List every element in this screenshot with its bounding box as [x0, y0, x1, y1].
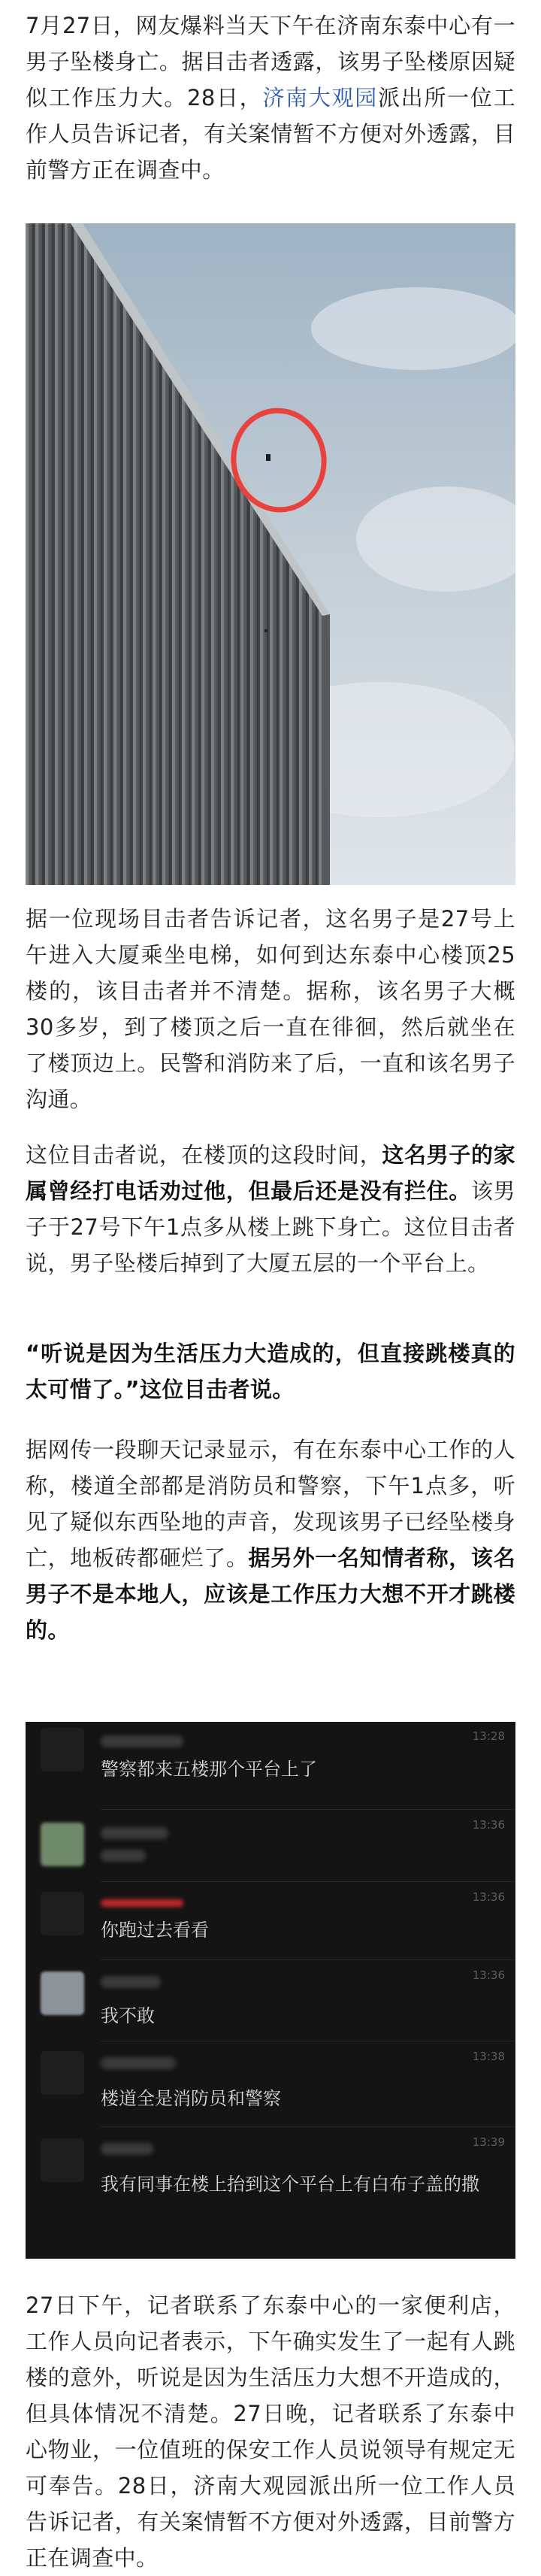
message-divider — [101, 1809, 515, 1810]
avatar — [41, 1728, 84, 1771]
message-text: 楼道全是消防员和警察 — [101, 2088, 281, 2109]
sender-name-redacted — [101, 1735, 183, 1747]
message-divider — [101, 1959, 515, 1960]
chat-record-text: 据网传一段聊天记录显示，有在东泰中心工作的人称，楼道全部都是消防员和警察，下午1点多，听见了疑似东西坠地的声音，发现该男子已经坠楼身亡，地板砖都砸烂了。 — [26, 1437, 515, 1571]
building-illustration — [26, 223, 515, 885]
message-text: 我有同事在楼上抬到这个平台上有白布子盖的撒 — [101, 2174, 479, 2195]
message-divider — [101, 1881, 515, 1882]
avatar — [41, 1971, 84, 2015]
chat-message — [26, 1811, 515, 1883]
message-time: 13:39 — [472, 2135, 505, 2149]
paragraph-followup: 27日下午，记者联系了东泰中心的一家便利店，工作人员向记者表示，下午确实发生了一起有人跳楼的意外，听说是因为生活压力大想不开造成的，但具体情况不清楚。27日晚，记者联系了东泰中心物业，一位值班的保安工作人员说领导有规定无可奉告。28日，济南大观园派出所一位工作人员告诉记者，有关案情暂不方便对外透露，目前警方正在调查中。 — [26, 2293, 515, 2571]
paragraph-chat-record — [26, 1432, 515, 1648]
message-time: 13:36 — [472, 1890, 505, 1904]
intro-text-end: 派出所一位工作人员告诉记者，有关案情暂不方便对外透露，目前警方正在调查中。 — [26, 85, 515, 183]
family-text-bold: 这名男子的家属曾经打电话劝过他，但最后还是没有拦住。 — [26, 1142, 515, 1204]
sender-name-scribbled — [101, 1899, 183, 1907]
chat-message — [26, 1961, 515, 2042]
avatar — [41, 2051, 84, 2095]
chat-message — [26, 2042, 515, 2128]
avatar — [41, 1892, 84, 1935]
message-text: 警察都来五楼那个平台上了 — [101, 1759, 317, 1780]
family-text-end: 该男子于27号下午1点多从楼上跳下身亡。这位目击者说，男子坠楼后掉到了大厦五层的一个平台上。 — [26, 1178, 515, 1276]
building-photo — [26, 223, 515, 885]
avatar — [41, 1823, 84, 1866]
family-text-start: 这位目击者说，在楼顶的这段时间， — [26, 1142, 382, 1168]
message-time: 13:28 — [472, 1729, 505, 1743]
intro-text-start: 7月27日，网友爆料当天下午在济南东泰中心有一男子坠楼身亡。据目击者透露，该男子坠楼原因疑似工作压力大。28日， — [26, 13, 515, 111]
message-text: 我不敢 — [101, 2005, 155, 2026]
chat-screenshot — [26, 1722, 515, 2259]
message-text: 你跑过去看看 — [101, 1920, 209, 1941]
paragraph-witness-quote: “听说是因为生活压力大造成的，但直接跳楼真的太可惜了。”这位目击者说。 — [26, 1341, 515, 1402]
message-time: 13:38 — [472, 2050, 505, 2063]
location-link[interactable]: 济南大观园 — [262, 85, 379, 111]
message-redacted — [101, 1850, 146, 1862]
message-time: 13:36 — [472, 1968, 505, 1982]
avatar — [41, 2138, 84, 2182]
message-time: 13:36 — [472, 1818, 505, 1832]
paragraph-family-call — [26, 1137, 515, 1281]
sender-name-redacted — [101, 1976, 161, 1988]
chat-message — [26, 1722, 515, 1811]
paragraph-intro — [26, 8, 515, 188]
chat-message — [26, 1883, 515, 1961]
sender-name-redacted — [101, 2143, 153, 2155]
sender-name-redacted — [101, 1827, 168, 1839]
paragraph-witness-account: 据一位现场目击者告诉记者，这名男子是27号上午进入大厦乘坐电梯，如何到达东泰中心楼顶25楼的，该目击者并不清楚。据称，该名男子大概30多岁，到了楼顶之后一直在徘徊，然后就坐在了楼顶边上。民警和消防来了后，一直和该名男子沟通。 — [26, 906, 515, 1112]
message-divider — [101, 2126, 515, 2127]
chat-message — [26, 2128, 515, 2259]
sender-name-redacted — [101, 2057, 176, 2069]
chat-record-bold: 据另外一名知情者称，该名男子不是本地人，应该是工作压力大想不开才跳楼的。 — [26, 1545, 515, 1643]
